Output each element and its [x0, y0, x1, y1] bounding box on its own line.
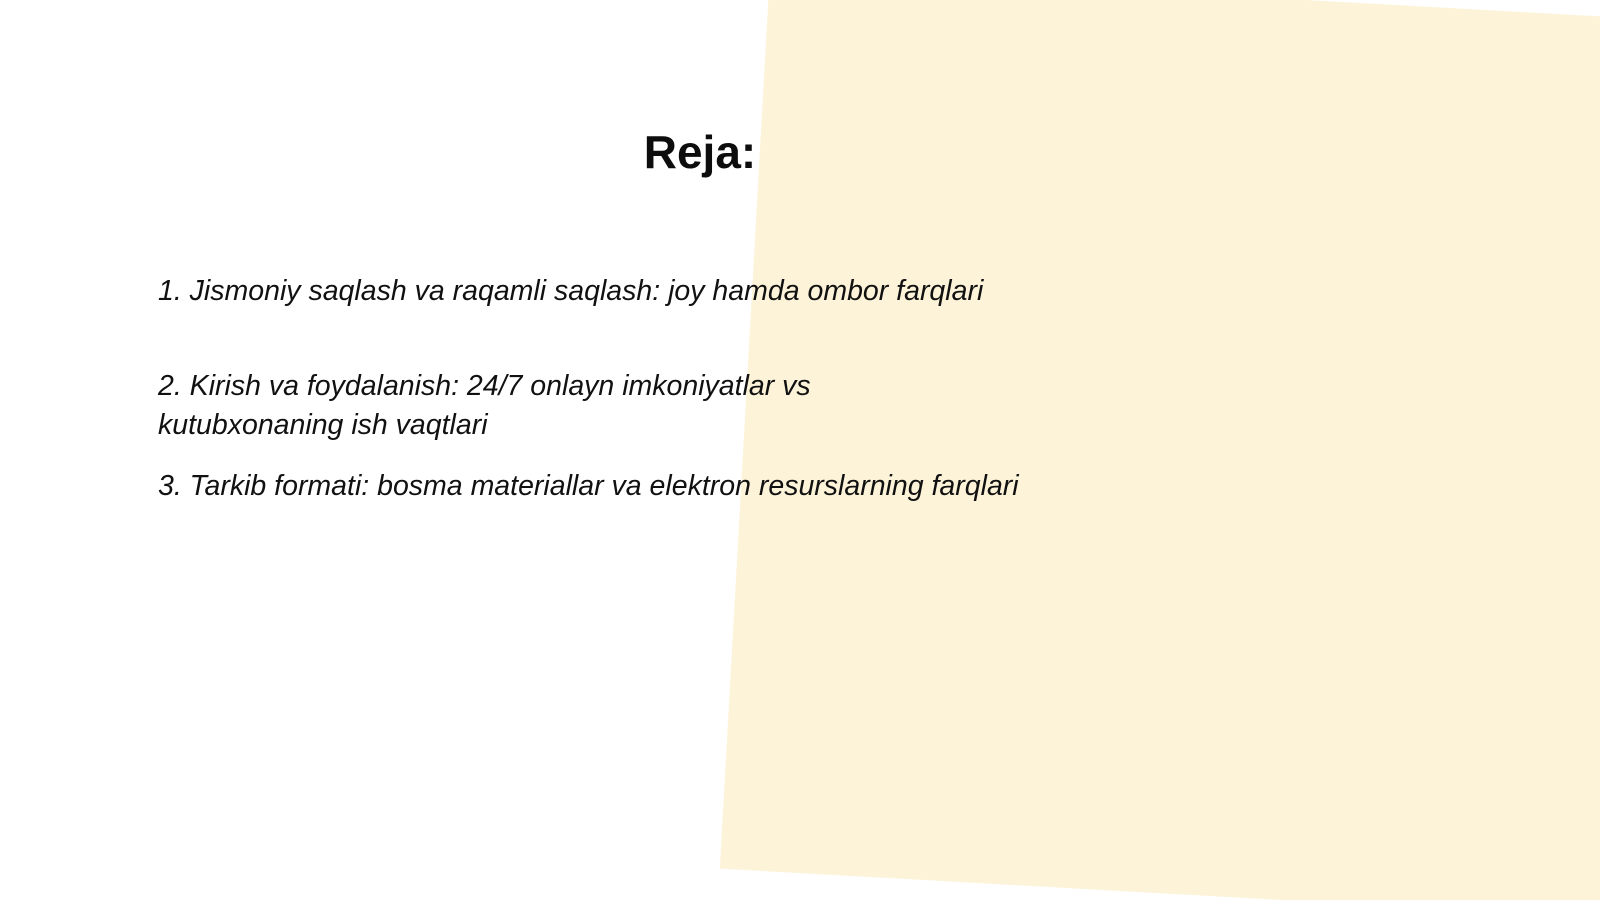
list-item: 1. Jismoniy saqlash va raqamli saqlash: joy hamda ombor farqlari	[158, 275, 984, 307]
list-item: 2. Kirish va foydalanish: 24/7 onlayn imkoniyatlar vs kutubxonaning ish vaqtlari	[158, 370, 811, 441]
agenda-list	[158, 272, 1178, 506]
page-title: Reja:	[643, 126, 757, 178]
list-item: 3. Tarkib formati: bosma materiallar va elektron resurslarning farqlari	[158, 470, 1019, 502]
